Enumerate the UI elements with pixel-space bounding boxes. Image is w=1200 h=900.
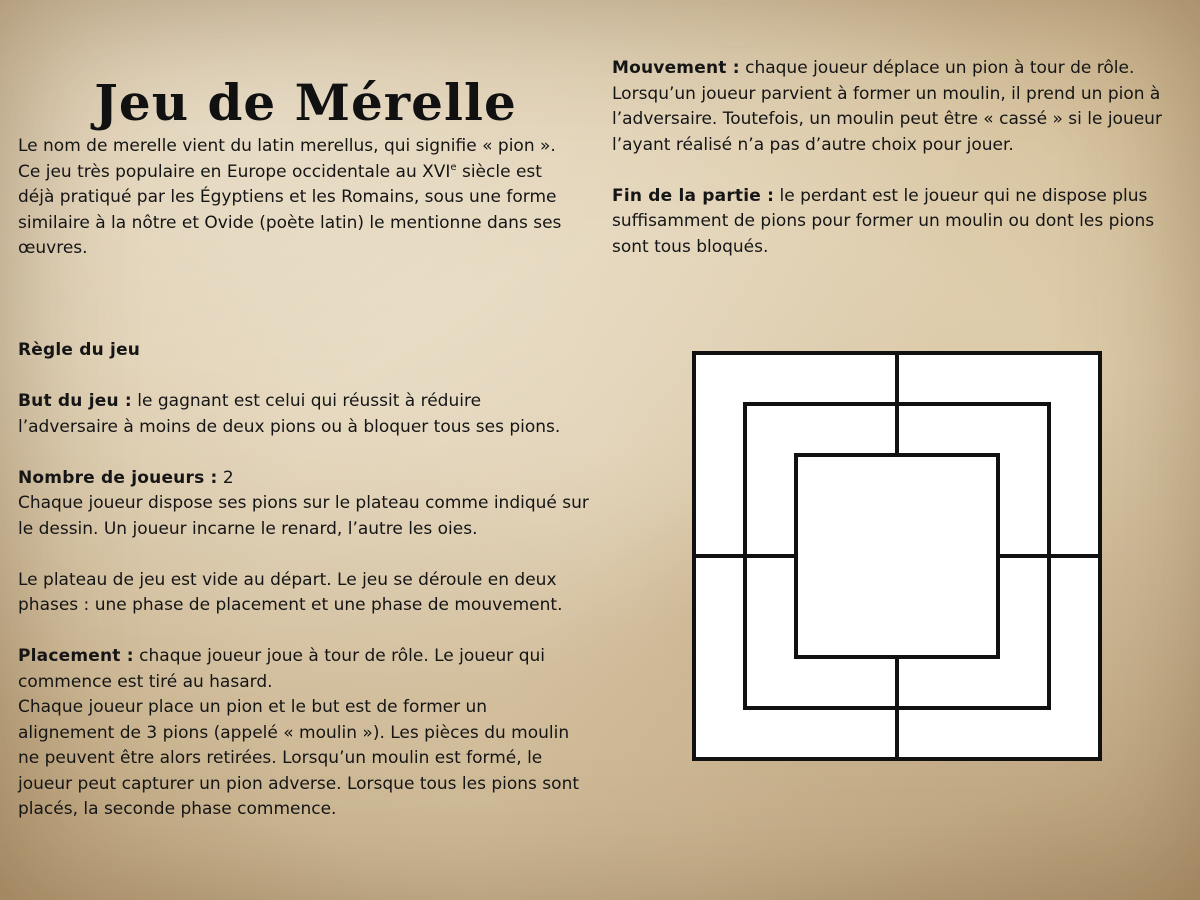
placement-line: placés, la seconde phase commence. bbox=[18, 799, 337, 819]
end-line: suffisamment de pions pour former un moulin ou dont les pions bbox=[612, 211, 1155, 231]
merelle-board bbox=[692, 351, 1102, 761]
movement-line: l’ayant réalisé n’a pas d’autre choix pour jouer. bbox=[612, 134, 1014, 155]
century-superscript: e bbox=[450, 161, 457, 173]
end-label: Fin de la partie : bbox=[612, 185, 775, 206]
intro-line: similaire à la nôtre et Ovide (poète latin) le mentionne dans ses bbox=[18, 212, 562, 233]
players-line: Chaque joueur dispose ses pions sur le plateau comme indiqué sur bbox=[18, 493, 589, 513]
intro-line: Le nom de merelle vient du latin merellus, qui signifie « pion ». bbox=[18, 136, 556, 156]
placement-label: Placement : bbox=[18, 646, 134, 666]
movement-paragraph: Mouvement : chaque joueur déplace un pion à tour de rôle. bbox=[612, 58, 1135, 78]
end-line: sont tous bloqués. bbox=[612, 236, 769, 257]
board-line: Le plateau de jeu est vide au départ. Le jeu se déroule en deux bbox=[18, 569, 557, 590]
players-paragraph bbox=[18, 466, 603, 492]
placement-paragraph: Placement : chaque joueur joue à tour de rôle. Le joueur qui bbox=[18, 646, 545, 666]
rules-heading: Règle du jeu bbox=[18, 340, 141, 360]
players-count: 2 bbox=[217, 467, 234, 488]
board-inner-square bbox=[796, 455, 998, 657]
left-column bbox=[18, 134, 603, 823]
placement-line: ne peuvent être alors retirées. Lorsqu’un moulin est formé, le bbox=[18, 748, 543, 768]
intro-line: œuvres. bbox=[18, 238, 88, 258]
intro-line: Ce jeu très populaire en Europe occidentale au XVIe siècle est bbox=[18, 161, 542, 182]
placement-line: commence est tiré au hasard. bbox=[18, 671, 273, 692]
right-column bbox=[612, 56, 1187, 260]
board-line: phases : une phase de placement et une phase de mouvement. bbox=[18, 595, 563, 615]
placement-line: Chaque joueur place un pion et le but est de former un bbox=[18, 697, 488, 717]
players-label: Nombre de joueurs : bbox=[18, 467, 218, 488]
goal-line: l’adversaire à moins de deux pions ou à bloquer tous ses pions. bbox=[18, 416, 561, 437]
goal-paragraph: But du jeu : le gagnant est celui qui réussit à réduire bbox=[18, 391, 482, 411]
placement-line: joueur peut capturer un pion adverse. Lorsque tous les pions sont bbox=[18, 773, 580, 794]
movement-line: l’adversaire. Toutefois, un moulin peut être « cassé » si le joueur bbox=[612, 109, 1162, 129]
page-title: Jeu de Mérelle bbox=[94, 72, 517, 132]
movement-line: Lorsqu’un joueur parvient à former un moulin, il prend un pion à bbox=[612, 83, 1161, 104]
goal-label: But du jeu : bbox=[18, 391, 132, 411]
players-line: le dessin. Un joueur incarne le renard, l’autre les oies. bbox=[18, 518, 478, 539]
placement-line: alignement de 3 pions (appelé « moulin »). Les pièces du moulin bbox=[18, 722, 570, 743]
intro-line: déjà pratiqué par les Égyptiens et les Romains, sous une forme bbox=[18, 187, 557, 207]
movement-label: Mouvement : bbox=[612, 58, 740, 78]
end-paragraph: Fin de la partie : le perdant est le joueur qui ne dispose plus bbox=[612, 185, 1148, 206]
